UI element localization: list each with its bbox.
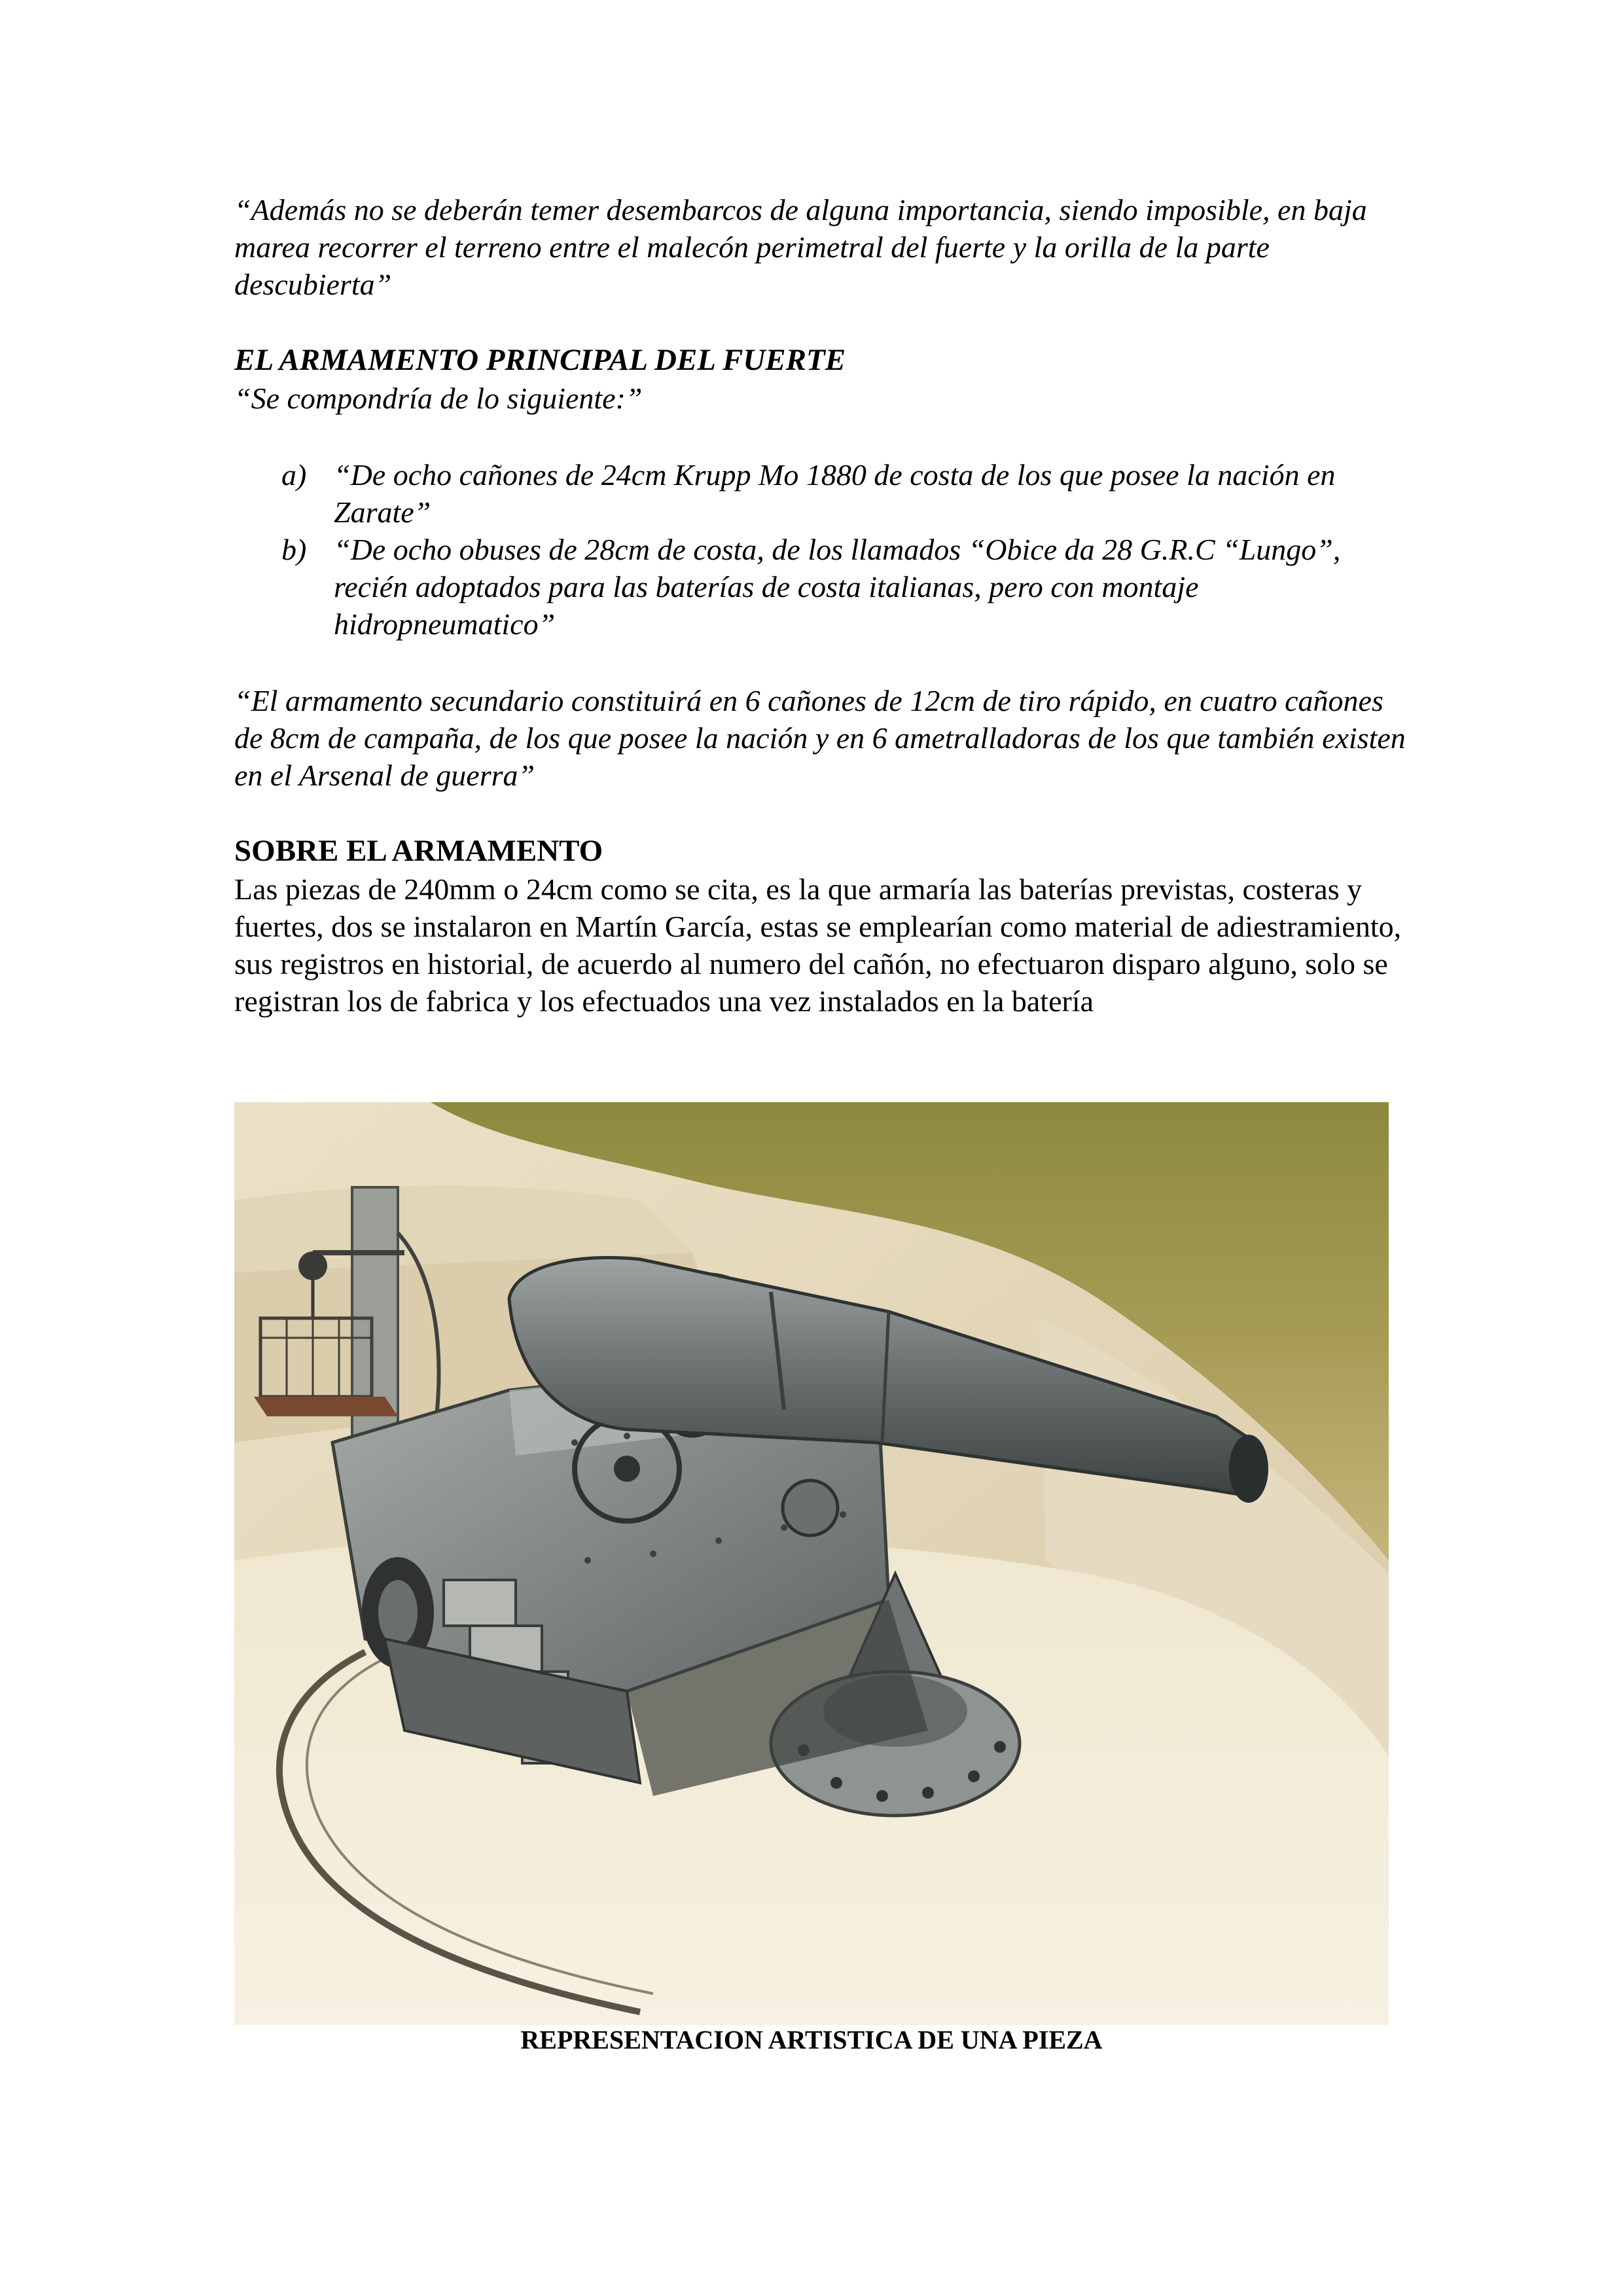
figure-caption: REPRESENTACION ARTISTICA DE UNA PIEZA: [520, 2025, 1103, 2054]
secondary-armament-quote: “El armamento secundario constituirá en 6 cañones de 12cm de tiro rápido, en cuatro cañones de 8cm de campaña, de los que posee la nación y en 6 ametralladoras de los que también existen en el Arsenal de guerra”: [234, 684, 1406, 792]
list-item: [234, 456, 1406, 531]
armament-list: [234, 456, 1406, 643]
heading-main-armament: EL ARMAMENTO PRINCIPAL DEL FUERTE: [234, 343, 846, 377]
list-item: [234, 531, 1406, 643]
heading-about-armament: SOBRE EL ARMAMENTO: [234, 834, 603, 868]
cannon-painting: [234, 1102, 1389, 2025]
list-item-text: “De ocho cañones de 24cm Krupp Mo 1880 de costa de los que posee la nación en Zarate”: [334, 458, 1336, 529]
intro-quote: “Además no se deberán temer desembarcos de alguna importancia, siendo imposible, en baja marea recorrer el terreno entre el malecón perimetral del fuerte y la orilla de la parte descubierta”: [234, 193, 1367, 301]
armament-intro: “Se compondría de lo siguiente:”: [234, 382, 643, 415]
list-marker: a): [281, 458, 307, 492]
about-armament-text: Las piezas de 240mm o 24cm como se cita, es la que armaría las baterías previstas, costeras y fuertes, dos se instalaron en Martín García, estas se emplearían como material de adiestramiento, sus registros en historial, de acuerdo al numero del cañón, no efectuaron disparo alguno, solo se registran los de fabrica y los efectuados una vez instalados en la batería: [234, 872, 1402, 1018]
list-item-text: “De ocho obuses de 28cm de costa, de los llamados “Obice da 28 G.R.C “Lungo”, recién adoptados para las baterías de costa italianas, pero con montaje hidropneumatico”: [334, 533, 1341, 641]
cannon-illustration: [234, 1102, 1389, 2025]
list-marker: b): [281, 533, 307, 566]
